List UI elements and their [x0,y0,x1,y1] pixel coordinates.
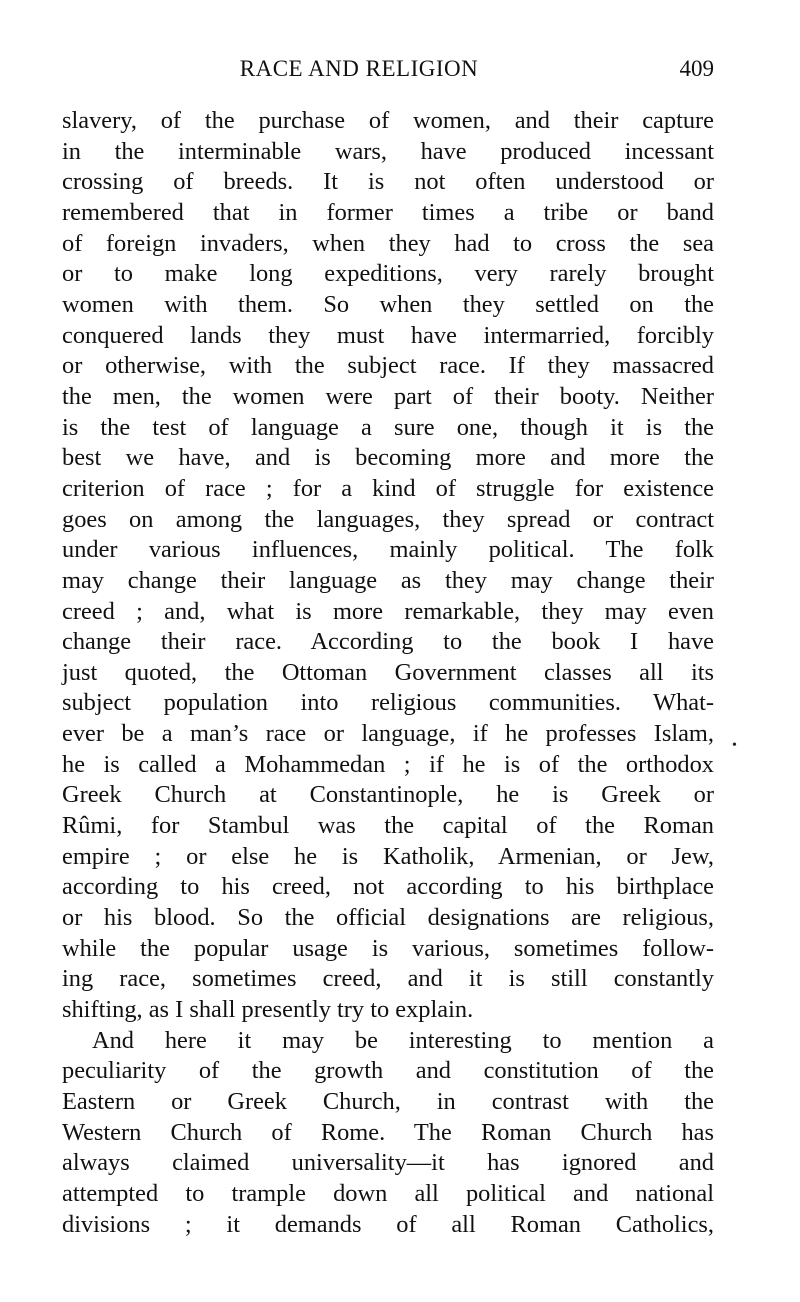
text-line: peculiarity of the growth and constitution of the [62,1057,714,1085]
text-line: divisions ; it demands of all Roman Catholics, [62,1210,714,1238]
text-line: the men, the women were part of their booty. Neither [62,382,714,410]
text-line: Rûmi, for Stambul was the capital of the Roman [62,812,714,840]
text-line: or his blood. So the official designations are religious, [62,904,714,932]
text-line: goes on among the languages, they spread or contract [62,505,714,533]
margin-mark: • [732,738,737,753]
text-line: best we have, and is becoming more and more the [62,444,714,472]
text-line: in the interminable wars, have produced incessant [62,137,714,165]
text-line: crossing of breeds. It is not often understood or [62,168,714,196]
text-line: Western Church of Rome. The Roman Church has [62,1118,714,1146]
text-line: shifting, as I shall presently try to explain. [62,996,474,1024]
text-line: is the test of language a sure one, though it is the [62,413,714,441]
text-line: subject population into religious communities. What- [62,689,714,717]
text-line: ing race, sometimes creed, and it is still constantly [62,965,714,993]
running-head [62,56,714,86]
text-line: always claimed universality—it has ignored and [62,1149,714,1177]
text-line: change their race. According to the book I have [62,628,714,656]
text-line: or to make long expeditions, very rarely brought [62,260,714,288]
running-title: RACE AND RELIGION [239,56,479,81]
text-line: Eastern or Greek Church, in contrast with the [62,1088,714,1115]
text-line: empire ; or else he is Katholik, Armenian, or Jew, [62,842,714,870]
text-line: Greek Church at Constantinople, he is Greek or [62,781,714,809]
text-line: while the popular usage is various, sometimes follow- [62,934,714,962]
text-line: ever be a man’s race or language, if he professes Islam, [62,720,714,748]
text-line: conquered lands they must have intermarried, forcibly [62,321,714,349]
body-text [62,106,714,1240]
text-line: attempted to trample down all political and national [62,1179,714,1207]
text-line: according to his creed, not according to his birthplace [62,873,714,901]
text-line: slavery, of the purchase of women, and their capture [62,107,714,134]
text-line: remembered that in former times a tribe or band [62,198,714,226]
text-line: just quoted, the Ottoman Government classes all its [62,658,714,686]
page-number: 409 [679,56,714,81]
text-line: under various influences, mainly political. The folk [62,536,714,564]
text-line: creed ; and, what is more remarkable, they may even [62,597,714,625]
paragraph-start-line: And here it may be interesting to mention a [92,1026,714,1054]
text-line: may change their language as they may change their [62,566,714,594]
text-line: of foreign invaders, when they had to cross the sea [62,229,714,257]
text-line: women with them. So when they settled on the [62,290,714,318]
text-line: criterion of race ; for a kind of struggle for existence [62,474,714,502]
text-line: he is called a Mohammedan ; if he is of the orthodox [62,750,714,778]
text-line: or otherwise, with the subject race. If they massacred [62,352,714,380]
